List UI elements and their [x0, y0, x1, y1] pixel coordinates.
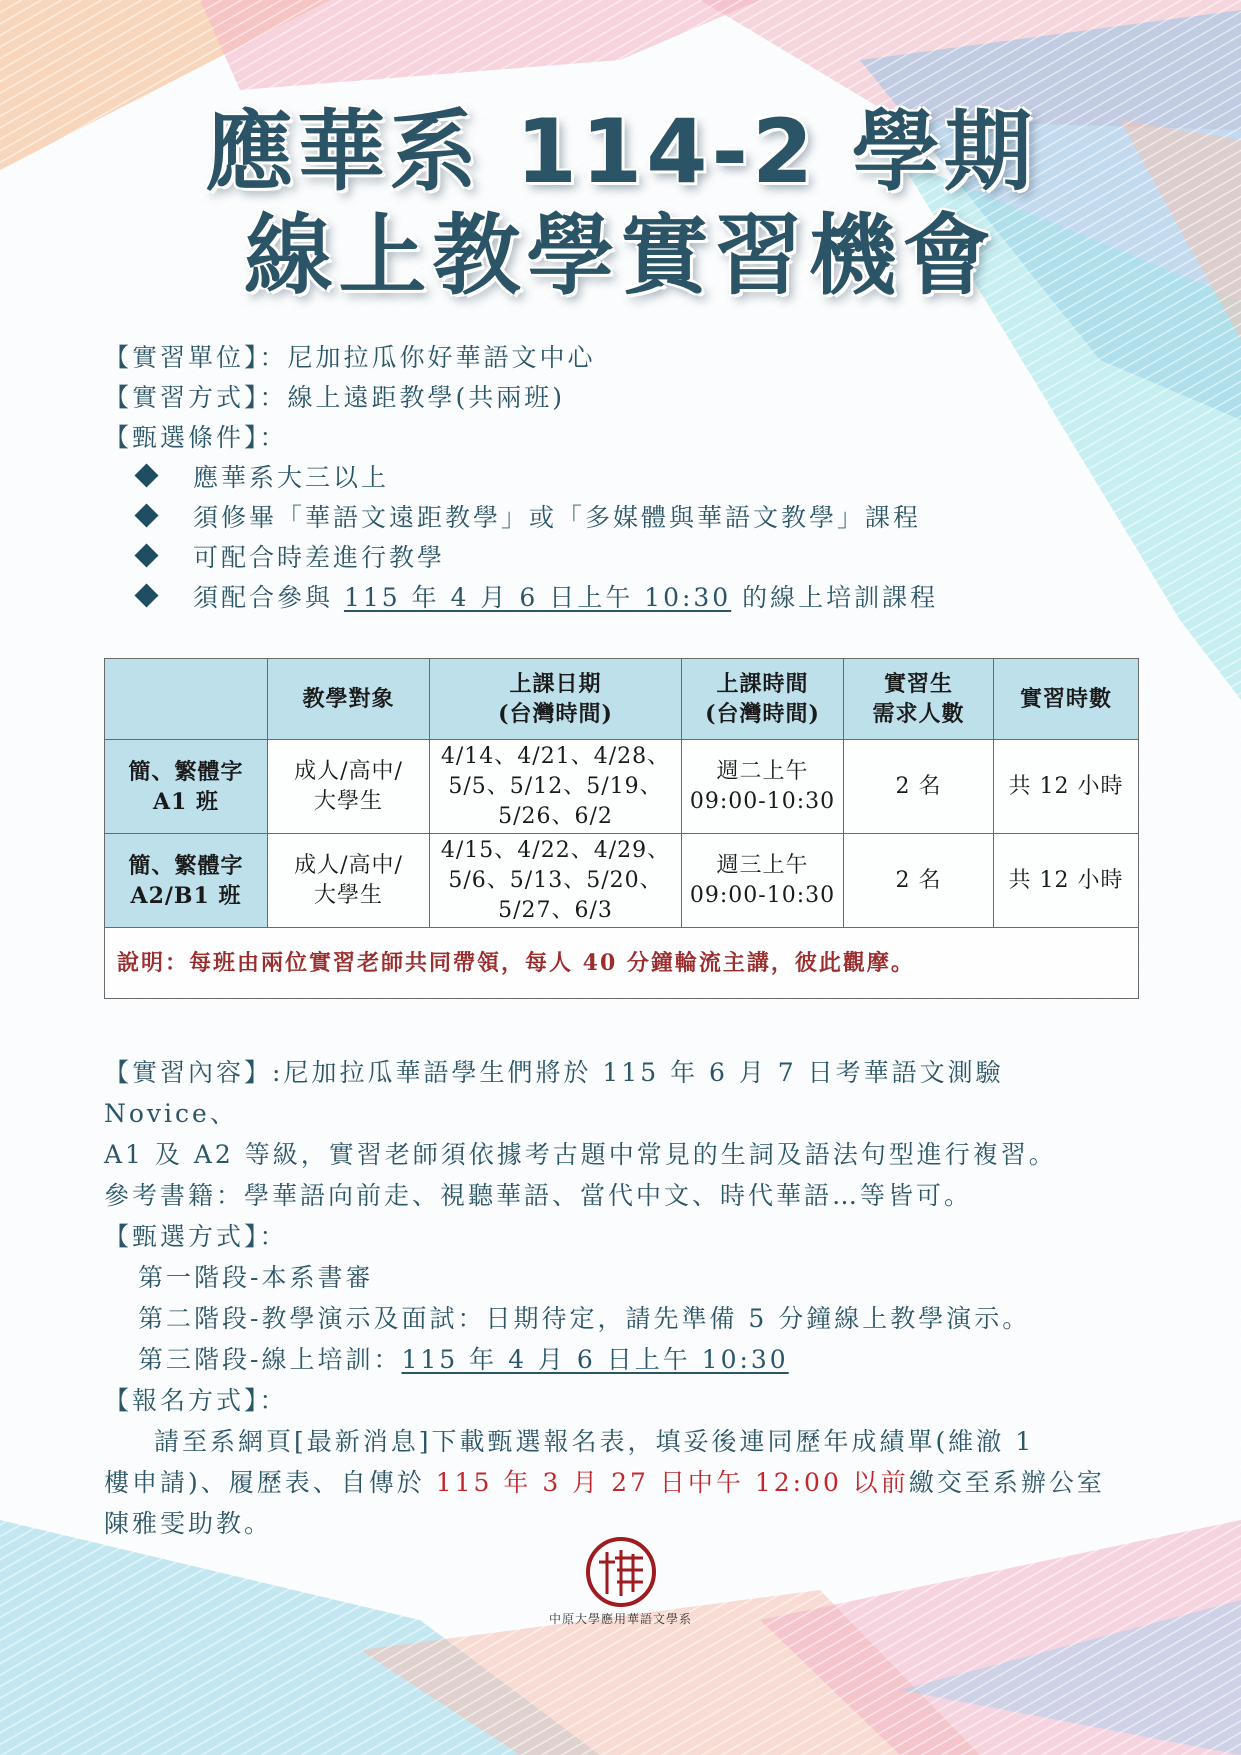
class-name-cell: 簡、繁體字 A2/B1 班 — [105, 834, 268, 928]
content-line-1: 【實習內容】:尼加拉瓜華語學生們將於 115 年 6 月 7 日考華語文測驗 Novice、 — [104, 1058, 1004, 1128]
content-section — [104, 1052, 1144, 1544]
department-name: 中原大學應用華語文學系 — [548, 1612, 692, 1626]
table-row — [105, 740, 1139, 834]
unit-label: 【實習單位】 — [104, 343, 260, 372]
page-title-line-2: 線上教學實習機會 — [244, 204, 997, 307]
content-label: 【實習內容】 — [104, 1058, 273, 1087]
criteria-label: 【甄選條件】 — [104, 423, 260, 452]
register-label: 【報名方式】 — [104, 1386, 260, 1415]
table-cell: 2 名 — [844, 834, 994, 928]
table-cell: 成人/高中/ 大學生 — [268, 740, 430, 834]
table-cell: 週二上午 09:00-10:30 — [682, 740, 844, 834]
table-header-cell: 教學對象 — [268, 659, 430, 740]
table-header-cell: 上課日期 (台灣時間) — [430, 659, 682, 740]
criteria-item: 應華系大三以上 — [138, 458, 389, 494]
table-cell: 共 12 小時 — [994, 834, 1139, 928]
content-line-3: 參考書籍：學華語向前走、視聽華語、當代中文、時代華語…等皆可。 — [104, 1181, 973, 1210]
page-title-line-1: 應華系 114-2 學期 — [205, 100, 1036, 203]
register-line-3: 陳雅雯助教。 — [104, 1509, 273, 1538]
deadline: 115 年 3 月 27 日中午 12:00 以前 — [435, 1468, 909, 1497]
diamond-bullet-icon — [134, 543, 158, 567]
class-name-cell: 簡、繁體字 A1 班 — [105, 740, 268, 834]
table-cell: 成人/高中/ 大學生 — [268, 834, 430, 928]
selection-label: 【甄選方式】 — [104, 1222, 260, 1251]
table-header-cell — [105, 659, 268, 740]
training-date: 115 年 4 月 6 日上午 10:30 — [401, 1345, 789, 1374]
selection-stage-3: 第三階段-線上培訓：115 年 4 月 6 日上午 10:30 — [138, 1345, 789, 1374]
table-cell: 4/14、4/21、4/28、 5/5、5/12、5/19、 5/26、6/2 — [430, 740, 682, 834]
table-header-row — [105, 659, 1139, 740]
criteria-item: 可配合時差進行教學 — [138, 538, 445, 574]
table-cell: 共 12 小時 — [994, 740, 1139, 834]
table-header-cell: 實習時數 — [994, 659, 1139, 740]
diamond-bullet-icon — [134, 583, 158, 607]
criteria-item-training: 須配合參與 115 年 4 月 6 日上午 10:30 的線上培訓課程 — [138, 578, 938, 614]
training-date: 115 年 4 月 6 日上午 10:30 — [343, 583, 732, 612]
table-note: 說明：每班由兩位實習老師共同帶領，每人 40 分鐘輪流主講，彼此觀摩。 — [105, 928, 1139, 999]
schedule-table — [104, 658, 1139, 999]
criteria-heading: 【甄選條件】： — [104, 423, 288, 452]
selection-heading: 【甄選方式】： — [104, 1222, 288, 1251]
criteria-item: 須修畢「華語文遠距教學」或「多媒體與華語文教學」課程 — [138, 498, 921, 534]
register-heading: 【報名方式】： — [104, 1386, 288, 1415]
content-line-2: A1 及 A2 等級，實習老師須依據考古題中常見的生詞及語法句型進行複習。 — [104, 1140, 1057, 1169]
table-header-cell: 實習生 需求人數 — [844, 659, 994, 740]
mode-label: 【實習方式】 — [104, 383, 260, 412]
diamond-bullet-icon — [134, 503, 158, 527]
internship-unit: 【實習單位】：尼加拉瓜你好華語文中心 — [104, 343, 596, 372]
internship-mode: 【實習方式】：線上遠距教學(共兩班) — [104, 383, 566, 412]
unit-value: 尼加拉瓜你好華語文中心 — [287, 343, 596, 372]
register-line-1: 請至系網頁[最新消息]下載甄選報名表，填妥後連同歷年成績單(維澈 1 — [154, 1427, 1035, 1456]
table-cell: 4/15、4/22、4/29、 5/6、5/13、5/20、 5/27、6/3 — [430, 834, 682, 928]
table-note-row — [105, 928, 1139, 999]
table-row — [105, 834, 1139, 928]
selection-stage-1: 第一階段-本系書審 — [138, 1263, 374, 1292]
table-cell: 週三上午 09:00-10:30 — [682, 834, 844, 928]
selection-stage-2: 第二階段-教學演示及面試：日期待定，請先準備 5 分鐘線上教學演示。 — [138, 1304, 1031, 1333]
mode-value: 線上遠距教學(共兩班) — [287, 383, 566, 412]
table-header-cell: 上課時間 (台灣時間) — [682, 659, 844, 740]
diamond-bullet-icon — [134, 463, 158, 487]
department-logo-icon — [585, 1536, 657, 1608]
register-line-2: 樓申請)、履歷表、自傳於 115 年 3 月 27 日中午 12:00 以前繳交至系辦公室 — [104, 1468, 1105, 1497]
table-cell: 2 名 — [844, 740, 994, 834]
